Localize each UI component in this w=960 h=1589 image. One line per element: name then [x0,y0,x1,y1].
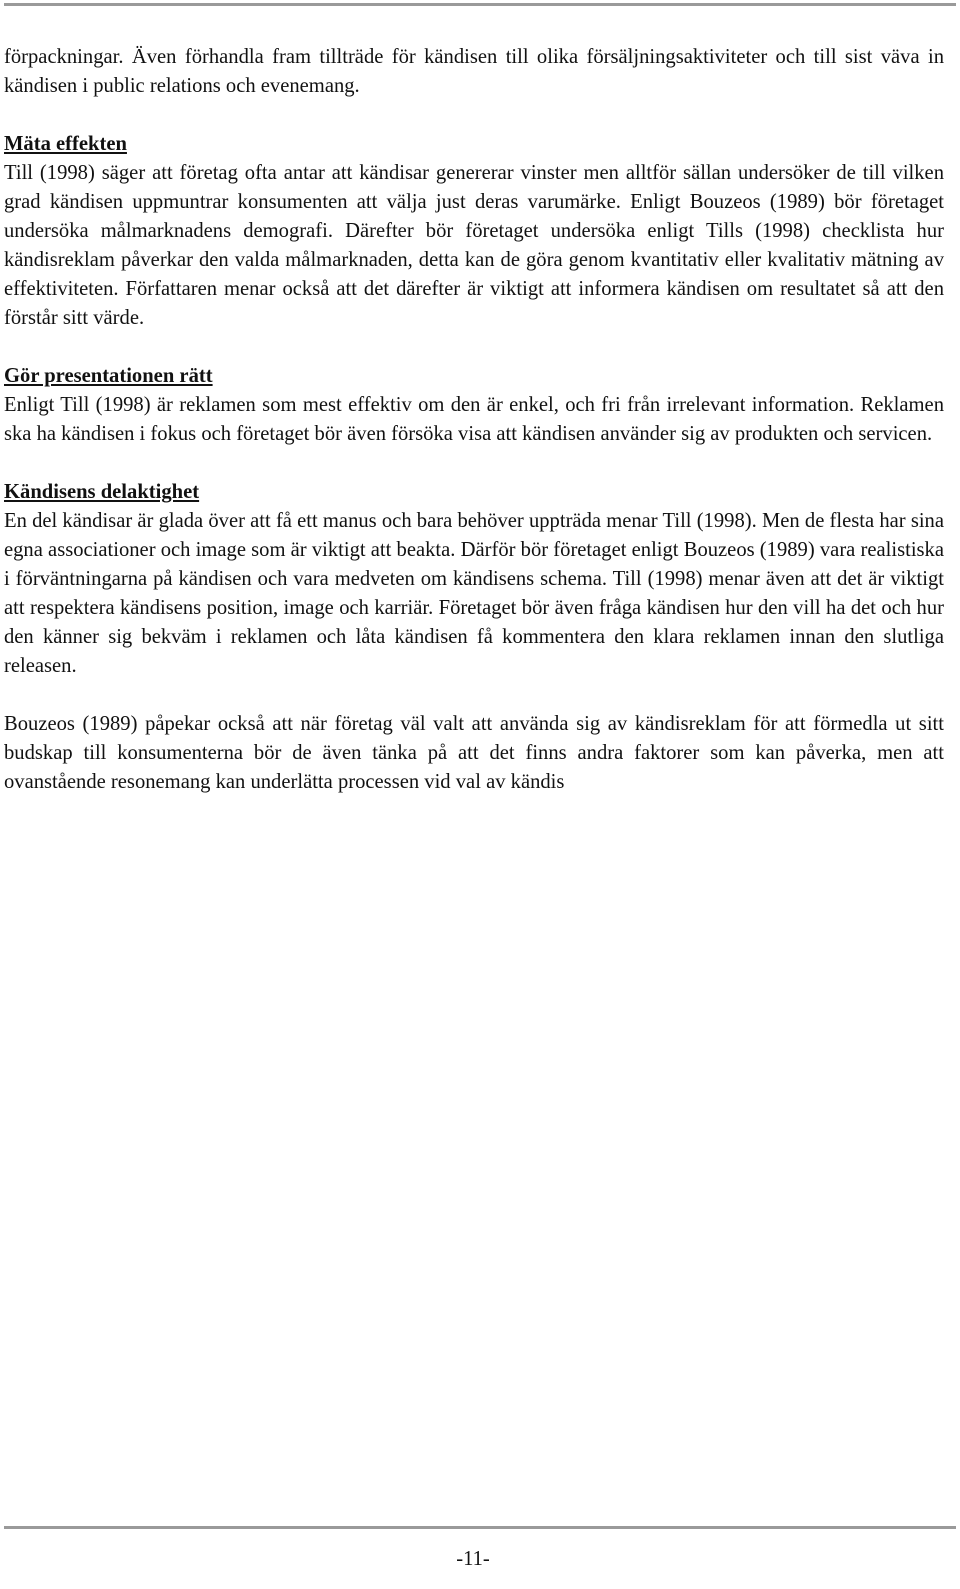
section-kandisens-delaktighet [4,478,944,681]
document-body [4,43,944,826]
closing-paragraph: Bouzeos (1989) påpekar också att när företag väl valt att använda sig av kändisreklam för att förmedla ut sitt budskap till konsumenterna bör de även tänka på att det finns andra faktorer som kan påverka, men att ovanstående resonemang kan underlätta processen vid val av kändis [4,713,944,793]
section-heading: Mäta effekten [4,133,127,155]
intro-paragraph: förpackningar. Även förhandla fram tillträde för kändisen till olika försäljningsaktiviteter och till sist väva in kändisen i public relations och evenemang. [4,46,944,97]
section-gor-presentationen-ratt [4,362,944,449]
section-paragraph: Enligt Till (1998) är reklamen som mest effektiv om den är enkel, och fri från irrelevant information. Reklamen ska ha kändisen i fokus och företaget bör även försöka visa att kändisen använder sig av produkten och servicen. [4,394,944,445]
section-heading: Kändisens delaktighet [4,481,200,503]
top-divider [4,3,956,6]
section-heading: Gör presentationen rätt [4,365,213,387]
page-number: -11- [456,1548,490,1570]
section-paragraph: Till (1998) säger att företag ofta antar att kändisar genererar vinster men alltför sällan undersöker de till vilken grad kändisen uppmuntrar konsumenten att välja just deras varumärke. Enligt Bouzeos (1989) bör företaget undersöka målmarknadens demografi. Därefter bör företaget undersöka enligt Tills (1998) checklista hur kändisreklam påverkar den valda målmarknaden, detta kan de göra genom kvantitativ eller kvalitativ mätning av effektiviteten. Författaren menar också att det därefter är viktigt att informera kändisen om resultatet så att den förstår sitt värde. [4,162,944,329]
section-mata-effekten [4,130,944,333]
section-paragraph: En del kändisar är glada över att få ett manus och bara behöver uppträda menar Till (1998). Men de flesta har sina egna associationer och image som är viktigt att beakta. Därför bör företaget enligt Bouzeos (1989) vara realistiska i förväntningarna på kändisen och vara medveten om kändisens schema. Till (1998) menar även att det är viktigt att respektera kändisens position, image och karriär. Företaget bör även fråga kändisen hur den vill ha det och hur den känner sig bekväm i reklamen och låta kändisen få kommentera den klara reklamen innan den slutliga releasen. [4,510,944,677]
footer-divider [4,1526,956,1529]
